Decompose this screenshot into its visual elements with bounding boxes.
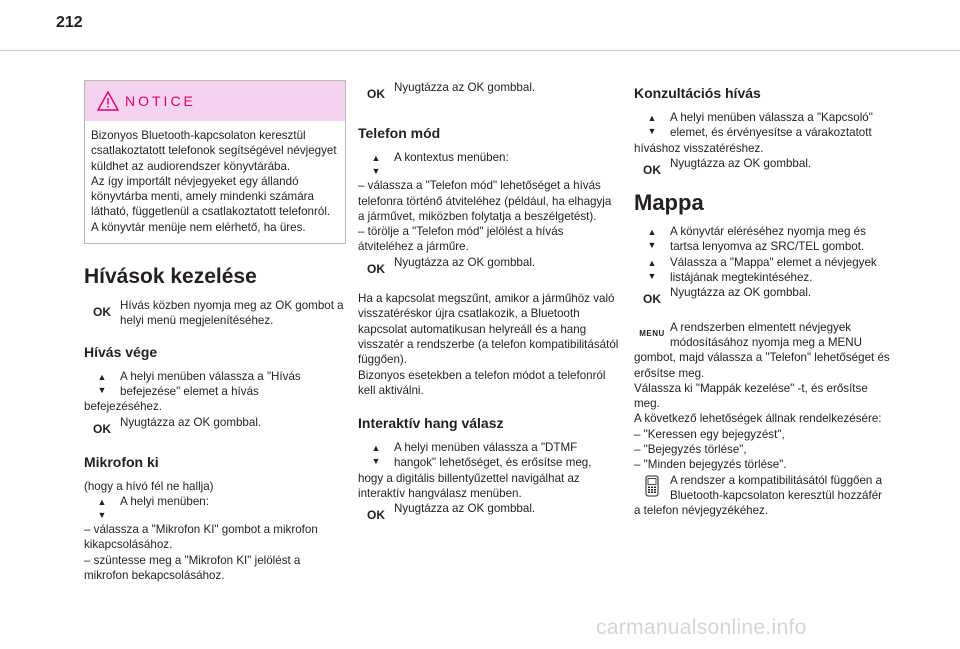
notice-title: NOTICE — [125, 93, 196, 109]
ivr-step — [358, 440, 620, 471]
consult-step-text-c: híváshoz visszatéréshez. — [634, 141, 764, 155]
option-2: – "Bejegyzés törlése", — [634, 443, 747, 457]
mic-dash-1: – válassza a "Mikrofon KI" gombot a mikrofon kikapcsolásához. — [84, 523, 318, 552]
ok-button-icon: OK — [643, 162, 661, 177]
phone-step — [358, 150, 620, 178]
consult-ok-text: Nyugtázza az OK gombbal. — [670, 156, 812, 170]
phone-paragraph-1: Ha a kapcsolat megszűnt, amikor a járműhöz való visszatéréskor újra csatlakozik, a Bluetooth kapcsolat automatikusan helyreáll és a hang visszatér a rendszerbe (a telefon kompatibilitásától függően). — [358, 292, 619, 367]
ivr-step-text-c: hogy a digitális billentyűzettel navigálhat az interaktív hangválasz menüben. — [358, 471, 580, 501]
calls-step-text: Hívás közben nyomja meg az OK gombot a helyi menü megjelenítéséhez. — [120, 299, 344, 328]
notice-text-3: A könyvtár menüje nem elérhető, ha üres. — [91, 220, 306, 234]
folder-step-2-text-b: listájának megtekintéséhez. — [670, 271, 813, 285]
up-down-arrows-icon: ▲ ▼ — [97, 497, 107, 521]
end-ok-step — [84, 415, 346, 437]
top-ok-step — [358, 80, 620, 102]
up-down-arrows-icon: ▲ ▼ — [97, 371, 107, 395]
option-1: – "Keressen egy bejegyzést", — [634, 427, 785, 441]
column-3 — [634, 80, 896, 519]
compat-text-a: A rendszer a kompatibilitásától függően a — [670, 473, 883, 487]
compat-text-c: a telefon névjegyzékéhez. — [634, 504, 769, 518]
menu-step-text-c: gombot, majd válassza a "Telefon" lehetőséget és erősítse meg. — [634, 351, 890, 380]
up-down-arrows-icon: ▲ ▼ — [647, 113, 657, 136]
ok-button-icon: OK — [93, 421, 111, 436]
menu-step-text-a: A rendszerben elmentett névjegyek — [670, 320, 852, 334]
header-rule — [0, 50, 960, 51]
ivr-ok-text: Nyugtázza az OK gombbal. — [394, 502, 536, 516]
ok-button-icon: OK — [93, 305, 111, 320]
ivr-step-text-b: hangok" lehetőséget, és erősítse meg, — [394, 456, 592, 470]
warning-triangle-icon — [97, 91, 119, 115]
column-1 — [84, 80, 346, 583]
end-ok-text: Nyugtázza az OK gombbal. — [120, 415, 262, 429]
folder-step-1-text-b: tartsa lenyomva az SRC/TEL gombot. — [670, 240, 865, 254]
end-step-text-b: befejezése" elemet a hívás — [120, 384, 259, 398]
menu-button-icon: MENU — [639, 328, 665, 338]
phone-paragraph-2: Bizonyos esetekben a telefon módot a telefonról kell aktiválni. — [358, 368, 606, 397]
calls-step — [84, 298, 346, 329]
menu-step — [634, 320, 896, 351]
heading-mic-off: Mikrofon ki — [84, 453, 159, 470]
notice-box — [84, 80, 346, 244]
ivr-ok-step — [358, 501, 620, 523]
heading-phone-mode: Telefon mód — [358, 125, 441, 142]
menu-paragraph-2: Válassza ki "Mappák kezelése" -t, és erősítse meg. — [634, 381, 868, 411]
phone-dash-1: – válassza a "Telefon mód" lehetőséget a hívás telefonra történő átviteléhez (például, ha elhagyja a járművet, miközben folytatja a beszélgetést). — [358, 179, 612, 223]
notice-body — [85, 121, 345, 243]
consult-ok-step — [634, 156, 896, 178]
folder-step-2 — [634, 255, 896, 286]
up-down-arrows-icon: ▲ ▼ — [371, 443, 381, 467]
column-2 — [358, 80, 620, 524]
mic-dash-2: – szüntesse meg a "Mikrofon KI" jelölést a mikrofon bekapcsolásához. — [84, 553, 301, 583]
mic-intro: (hogy a hívó fél ne hallja) — [84, 479, 214, 493]
ivr-step-text-a: A helyi menüben válassza a "DTMF — [394, 441, 578, 455]
phone-icon — [634, 473, 670, 497]
ok-button-icon: OK — [367, 261, 385, 276]
notice-text-2: Az így importált névjegyeket egy állandó könyvtárba menti, amely mindenki számára látható, függetlenül a csatlakoztatott telefonról. — [91, 174, 331, 219]
mic-step-text: A helyi menüben: — [120, 495, 209, 509]
menu-paragraph-3: A következő lehetőségek állnak rendelkezésére: — [634, 412, 882, 426]
up-down-arrows-icon: ▲ ▼ — [647, 257, 657, 281]
up-down-arrows-icon: ▲ ▼ — [371, 153, 381, 177]
end-step-text-a: A helyi menüben válassza a "Hívás — [120, 369, 301, 383]
folder-step-1-text-a: A könyvtár eléréséhez nyomja meg és — [670, 225, 866, 239]
heading-consult-call: Konzultációs hívás — [634, 85, 761, 101]
compat-text-b: Bluetooth-kapcsolaton keresztül hozzáfér — [670, 488, 883, 502]
heading-folder: Mappa — [634, 190, 704, 216]
phone-dash-2: – törölje a "Telefon mód" jelölést a hívás átviteléhez a járműre. — [358, 225, 564, 254]
option-3: – "Minden bejegyzés törlése". — [634, 458, 787, 472]
up-down-arrows-icon: ▲ ▼ — [647, 227, 657, 251]
ok-button-icon: OK — [643, 292, 661, 307]
notice-header — [85, 81, 345, 121]
folder-step-2-text-a: Válassza a "Mappa" elemet a névjegyek — [670, 255, 877, 269]
end-step — [84, 369, 346, 400]
watermark: carmanualsonline.info — [596, 616, 807, 639]
folder-ok-step — [634, 285, 896, 307]
ok-button-icon: OK — [367, 87, 385, 101]
consult-step-text-a: A helyi menüben válassza a "Kapcsoló" — [670, 111, 873, 124]
compat-step — [634, 473, 896, 504]
end-step-text-c: befejezéséhez. — [84, 400, 162, 414]
menu-step-text-b: módosításához nyomja meg a MENU — [670, 335, 863, 349]
ok-button-icon: OK — [367, 508, 385, 523]
consult-step-text-b: elemet, és érvényesítse a várakoztatott — [670, 126, 872, 140]
heading-calls: Hívások kezelése — [84, 265, 257, 289]
mic-step — [84, 494, 346, 522]
top-ok-text: Nyugtázza az OK gombbal. — [394, 81, 536, 94]
notice-text-1: Bizonyos Bluetooth-kapcsolaton keresztül csatlakoztatott telefonok segítségével névjegyet küldhet az audiorendszer könyvtárába. — [91, 129, 337, 173]
phone-ok-text: Nyugtázza az OK gombbal. — [394, 255, 536, 269]
phone-ok-step — [358, 255, 620, 277]
folder-step-1 — [634, 224, 896, 255]
heading-call-end: Hívás vége — [84, 343, 158, 360]
page-number: 212 — [56, 14, 83, 31]
heading-ivr: Interaktív hang válasz — [358, 415, 504, 432]
folder-ok-text: Nyugtázza az OK gombbal. — [670, 286, 812, 300]
consult-step — [634, 110, 896, 141]
phone-step-text: A kontextus menüben: — [394, 151, 509, 165]
